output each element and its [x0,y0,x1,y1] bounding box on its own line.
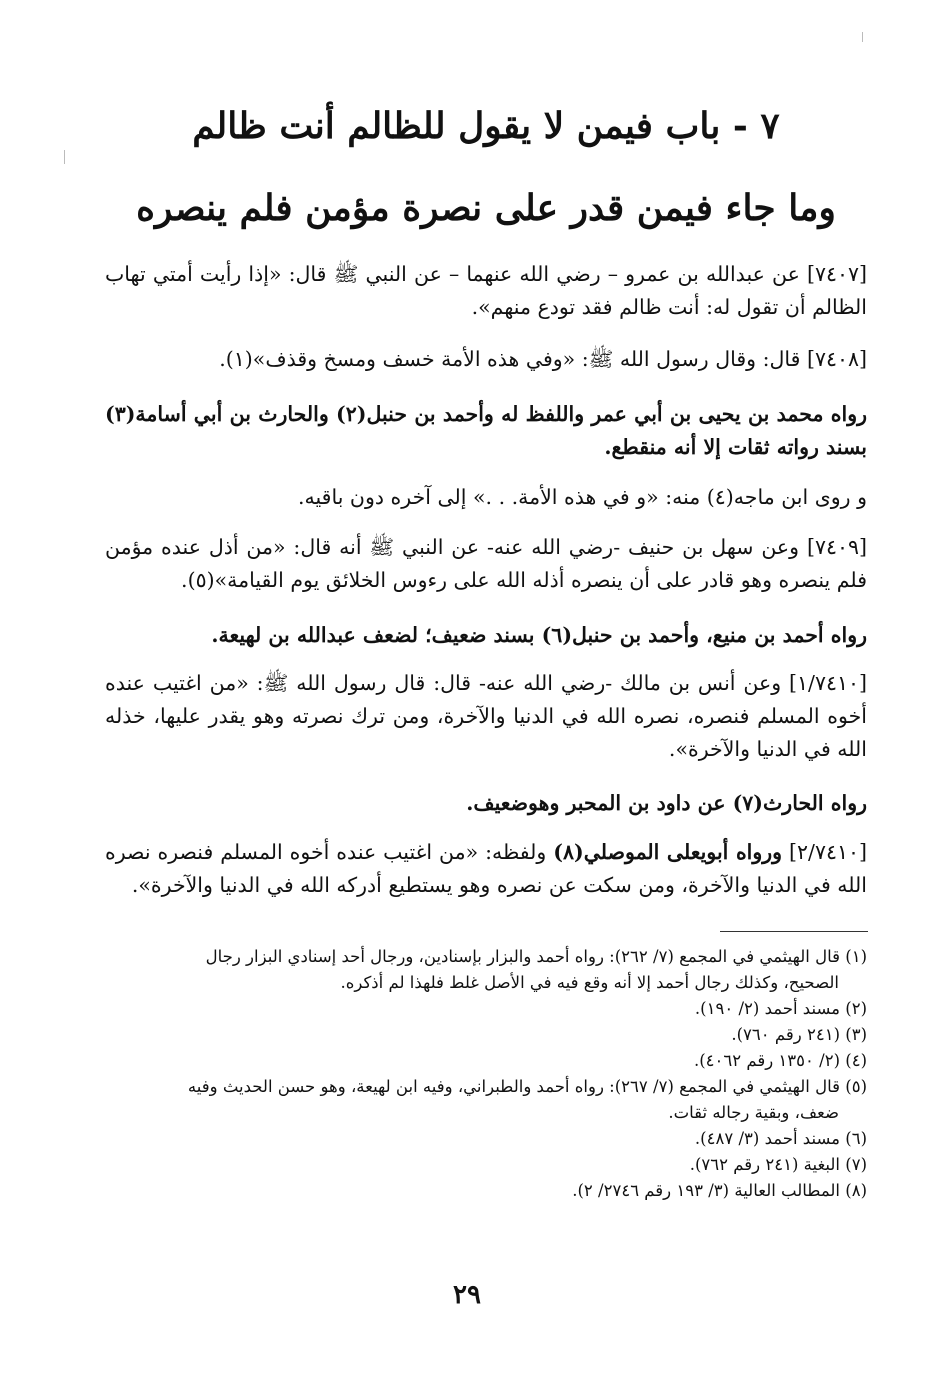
narration-text: رواه محمد بن يحيى بن أبي عمر واللفظ له وأحمد بن حنبل(٢) والحارث بن أبي أسامة(٣) بسند رواته ثقات إلا أنه منقطع. [105,402,867,459]
hadith-number: [١/٧٤١٠] [789,671,867,695]
footnote-item [105,1074,867,1126]
footnote-text: (٥) قال الهيثمي في المجمع (٧/ ٢٦٧): رواه أحمد والطبراني، وفيه ابن لهيعة، وهو حسن الحديث وفيه [187,1077,867,1096]
footnote-divider [720,931,868,932]
hadith-7410-2 [105,836,867,902]
hadith-lead: ورواه أبويعلى الموصلي(٨) [553,840,783,864]
footnote-item [105,1178,867,1204]
narration-note [105,398,867,464]
footnote-item [105,1126,867,1152]
hadith-number: [٢/٧٤١٠] [789,840,867,864]
narration-note [105,787,867,820]
footnote-item [105,996,867,1022]
scan-mark [862,32,863,42]
chapter-title-line-2: وما جاء فيمن قدر على نصرة مؤمن فلم ينصره [136,187,836,229]
footnote-item [105,1022,867,1048]
footnote-item [105,1152,867,1178]
scan-mark [64,150,65,164]
narration-note [105,619,901,652]
hadith-text: وعن أنس بن مالك -رضي الله عنه- قال: قال رسول الله ﷺ: «من اغتيب عنده أخوه المسلم فنصره، نصره الله في الدنيا والآخرة، ومن ترك نصرته وهو يقدر عليها، خذله الله في الدنيا والآخرة». [105,671,867,761]
narration-text: رواه أحمد بن منيع، وأحمد بن حنبل(٦) بسند ضعيف؛ لضعف عبدالله بن لهيعة. [211,623,867,647]
hadith-7410-1 [105,667,867,766]
hadith-7409 [105,531,867,597]
footnote-continuation: الصحيح، وكذلك رجال أحمد إلا أنه وقع فيه في الأصل غلط فلهذا لم أذكره. [340,973,839,992]
footnote-text: (٤) (٢/ ١٣٥٠ رقم ٤٠٦٢). [693,1051,867,1070]
footnote-continuation: ضعف، وبقية رجاله ثقات. [668,1103,839,1122]
footnote-item [105,944,867,996]
hadith-text: قال: وقال رسول الله ﷺ: «وفي هذه الأمة خسف ومسخ وقذف»(١). [219,347,801,371]
footnote-item [105,1048,867,1074]
chapter-title-line-1: ٧ - باب فيمن لا يقول للظالم أنت ظالم [192,105,780,147]
hadith-7407 [105,258,867,324]
hadith-number: [٧٤٠٧] [806,262,867,286]
footnote-text: (٣) (٢٤١ رقم ٧٦٠). [731,1025,867,1044]
page-number: ٢٩ [453,1280,481,1310]
footnote-text: (٨) المطالب العالية (٣/ ١٩٣ رقم ٢٧٤٦/ ٢). [572,1181,867,1200]
narration-note [105,481,901,514]
hadith-text: وعن سهل بن حنيف -رضي الله عنه- عن النبي ﷺ أنه قال: «من أذل عنده مؤمن فلم ينصره وهو قادر على أن ينصره أذله الله على رءوس الخلائق يوم القيامة»(٥). [105,535,867,592]
hadith-number: [٧٤٠٨] [806,347,867,371]
hadith-number: [٧٤٠٩] [806,535,867,559]
narration-text: و روى ابن ماجه(٤) منه: «و في هذه الأمة. . .» إلى آخره دون باقيه. [297,485,867,509]
footnote-text: (١) قال الهيثمي في المجمع (٧/ ٢٦٢): رواه أحمد والبزار بإسنادين، ورجال أحد إسنادي البزار رجال [205,947,867,966]
narration-text: رواه الحارث(٧) عن داود بن المحبر وهوضعيف. [466,791,867,815]
footnote-text: (٢) مسند أحمد (٢/ ١٩٠). [694,999,867,1018]
footnote-list [105,944,867,1204]
hadith-text: ولفظه: «من اغتيب عنده أخوه المسلم فنصره نصره الله في الدنيا والآخرة، ومن سكت عن نصره وهو يستطيع أدركه الله في الدنيا والآخرة». [105,840,867,897]
footnote-text: (٧) البغية (٢٤١ رقم ٧٦٢). [689,1155,867,1174]
footnote-text: (٦) مسند أحمد (٣/ ٤٨٧). [694,1129,867,1148]
hadith-7408 [105,343,867,376]
hadith-text: عن عبدالله بن عمرو – رضي الله عنهما – عن النبي ﷺ قال: «إذا رأيت أمتي تهاب الظالم أن تقول له: أنت ظالم فقد تودع منهم». [105,262,867,319]
